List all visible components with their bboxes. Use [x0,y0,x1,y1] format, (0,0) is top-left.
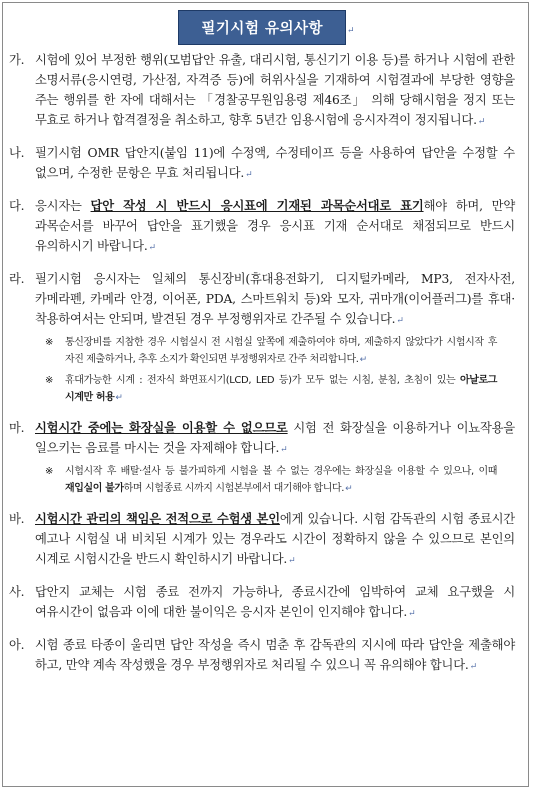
item-marker: 사. [9,585,25,599]
item-marker: 다. [9,199,25,213]
notice-item-ga [0,50,533,132]
paragraph-mark-icon: ↵ [345,484,353,494]
paragraph-mark-icon: ↵ [408,609,416,619]
item-note [35,372,515,407]
paragraph-mark-icon: ↵ [148,243,156,253]
paragraph-mark-icon: ↵ [115,393,123,403]
notice-item-na [0,143,533,185]
page-title: 필기시험 유의사항 [178,10,346,45]
note-marker: ※ [45,337,53,348]
item-marker: 가. [9,53,25,67]
item-text: 답안지 교체는 시험 종료 전까지 가능하나, 종료시간에 임박하여 교체 요구했을 시 여유시간이 없음과 이에 대한 불이익은 응시자 본인이 인지해야 합니다. [35,585,515,619]
item-text-post: 에게 있습니다. 시험 감독관의 시험 종료시간 예고나 시험실 내 비치된 시계가 있는 경우라도 시간이 정확하지 않을 수 있으므로 본인의 시계로 시험시간을 반드시 확인하시기 바랍니다. [35,512,515,566]
paragraph-mark-icon: ↵ [288,556,296,566]
note-text-pre: 시험시작 후 배탈·설사 등 불가피하게 시험을 볼 수 없는 경우에는 화장실을 이용할 수 있으나, 이때 [65,466,497,477]
note-bold: 재입실이 불가 [65,483,124,494]
paragraph-mark-icon: ↵ [359,355,367,365]
paragraph-mark-icon: ↵ [477,117,486,127]
item-highlight: 시험시간 중에는 화장실을 이용할 수 없으므로 [35,420,288,435]
title-banner [0,10,533,45]
item-text: 필기시험 OMR 답안지(붙임 11)에 수정액, 수정테이프 등을 사용하여 답안을 수정할 수 없으며, 수정한 문항은 무효 처리됩니다. [35,146,515,180]
paragraph-mark-icon: ↵ [280,445,288,455]
notice-item-ma [0,418,533,498]
item-marker: 바. [9,512,25,526]
item-marker: 마. [9,421,25,435]
note-bold: 아날로그 시계만 허용 [65,375,497,403]
item-text-pre: 응시자는 [35,199,91,213]
paragraph-mark-icon: ↵ [469,662,477,672]
paragraph-mark-icon: ↵ [396,316,404,326]
item-note [35,463,515,498]
note-text-pre: 휴대가능한 시계 : 전자식 화면표시기(LCD, LED 등)가 모두 없는 시침, 분침, 초침이 있는 [65,375,460,386]
item-note [35,334,515,369]
note-marker: ※ [45,466,53,477]
item-highlight: 답안 작성 시 반드시 응시표에 기재된 과목순서대로 표기 [90,198,424,213]
item-text: 필기시험 응시자는 일체의 통신장비(휴대용전화기, 디지털카메라, MP3, 전자사전, 카메라펜, 카메라 안경, 이어폰, PDA, 스마트워치 등)와 모자, 귀마개(이어플러그)를 휴대·착용하여서는 안되며, 발견된 경우 부정행위자로 간주될 수 있습니다. [35,272,515,326]
item-marker: 나. [9,146,25,160]
notice-item-sa [0,582,533,624]
item-marker: 라. [9,272,25,286]
item-marker: 아. [9,638,25,652]
notice-item-a [0,635,533,677]
note-text: 통신장비를 지참한 경우 시험실시 전 시험실 앞쪽에 제출하여야 하며, 제출하지 않았다가 시험시작 후 자진 제출하거나, 추후 소지가 확인되면 부정행위자로 간주 처리합니다. [65,337,497,365]
paragraph-mark-icon: ↵ [347,26,355,36]
notice-list [0,50,533,677]
item-text: 시험 종료 타종이 울리면 답안 작성을 즉시 멈춘 후 감독관의 지시에 따라 답안을 제출해야 하고, 만약 계속 작성했을 경우 부정행위자로 처리될 수 있으니 꼭 유의해야 합니다. [35,638,515,672]
item-text-post: 시험 전 화장실을 이용하거나 이뇨작용을 일으키는 음료를 마시는 것을 자제해야 합니다. [35,421,515,455]
notice-item-ba [0,509,533,571]
notice-item-da [0,196,533,258]
paragraph-mark-icon: ↵ [245,170,253,180]
item-text-post: 해야 하며, 만약 과목순서를 바꾸어 답안을 표기했을 경우 응시표 기재 순서대로 채점되므로 반드시 유의하시기 바랍니다. [35,199,515,253]
item-highlight: 시험시간 관리의 책임은 전적으로 수험생 본인 [35,511,280,526]
item-text: 시험에 있어 부정한 행위(모범답안 유출, 대리시험, 통신기기 이용 등)를 하거나 시험에 관한 소명서류(응시연령, 가산점, 자격증 등)에 허위사실을 기재하여 시험결과에 부당한 영향을 주는 행위를 한 자에 대해서는 「경찰공무원임용령 제46조」 의해 당해시험을 정지 또는 무효로 하거나 합격결정을 취소하고, 향후 5년간 임용시험에 응시자격이 정지됩니다. [35,53,515,127]
note-marker: ※ [45,375,53,386]
note-text-post: 하며 시험종료 시까지 시험본부에서 대기해야 합니다. [123,483,345,494]
notice-item-ra [0,269,533,407]
